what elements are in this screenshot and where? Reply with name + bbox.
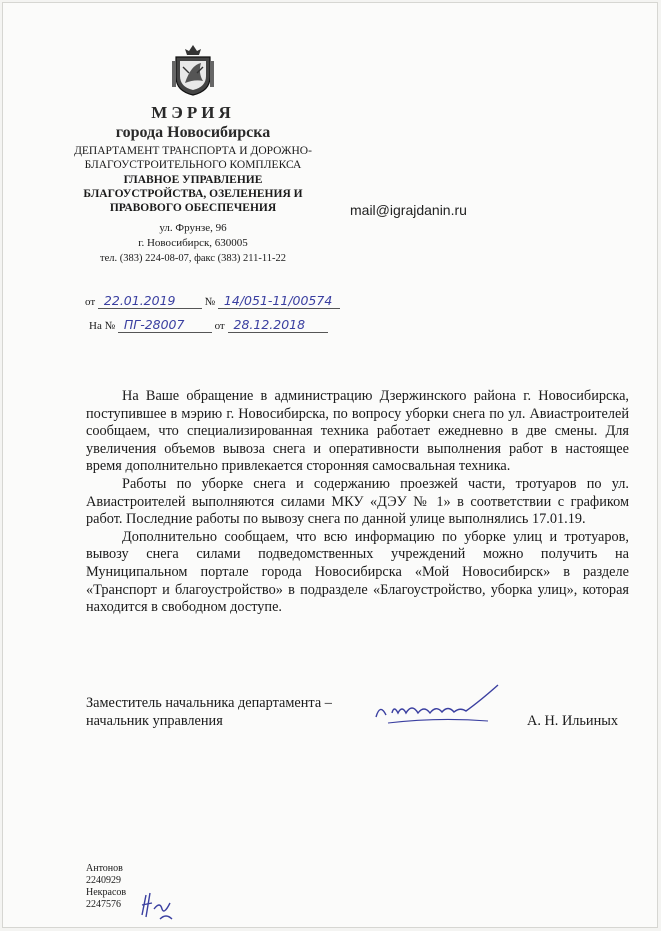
body-paragraph: Работы по уборке снега и содержанию проезжей части, тротуаров по ул. Авиастроителей выполняются силами МКУ «ДЭУ № 1» в соответствии с графиком работ. Последние работы по вывозу снега по данной улице выполнялись 17.01.19. [86,475,629,528]
number-label: № [204,296,216,308]
letterhead [73,43,313,266]
outgoing-number: 14/051-11/00574 [218,293,340,309]
executor-name: Антонов [86,863,123,874]
signer-position [86,695,332,730]
signer-name: А. Н. Ильиных [527,713,618,729]
position-line-1: Заместитель начальника департамента – [86,695,332,711]
letter-page [2,2,658,928]
department-name: ДЕПАРТАМЕНТ ТРАНСПОРТА И ДОРОЖНО-БЛАГОУСТРОИТЕЛЬНОГО КОМПЛЕКСА [74,145,312,171]
address-street: ул. Фрунзе, 96 [159,222,227,234]
body-paragraph: Дополнительно сообщаем, что всю информацию по уборке улиц и тротуаров, вывозу снега силами подведомственных учреждений можно получить на Муниципальном портале города Новосибирска «Мой Новосибирск» в разделе «Транспорт и благоустройство» в подразделе «Благоустройство, уборка улиц», которая находится в свободном доступе. [86,528,629,616]
recipient-email: mail@igrajdanin.ru [350,202,467,218]
executor-phone: 2247576 [86,899,121,910]
mayor-title: МЭРИЯ [151,103,235,122]
coat-of-arms-icon [171,43,215,97]
from-label: от [85,296,96,308]
outgoing-registration [85,293,340,309]
in-reply-label: На № [89,320,116,332]
phone-fax: тел. (383) 224-08-07, факс (383) 211-11-22 [99,253,287,264]
handwritten-initials [136,889,176,921]
address-city: г. Новосибирск, 630005 [138,237,248,249]
reply-date: 28.12.2018 [228,317,328,333]
handwritten-signature [368,679,508,729]
reply-number: ПГ-28007 [118,317,212,333]
position-line-2: начальник управления [86,712,223,729]
letter-body [86,388,629,617]
executor-name: Некрасов [86,887,127,898]
city-title: города Новосибирска [115,124,271,141]
executors-block [86,863,126,911]
reply-from-label: от [214,320,225,332]
executor-phone: 2240929 [86,875,121,886]
outgoing-date: 22.01.2019 [98,293,202,309]
reply-registration [89,317,328,333]
administration-name: ГЛАВНОЕ УПРАВЛЕНИЕ БЛАГОУСТРОЙСТВА, ОЗЕЛЕНЕНИЯ И ПРАВОВОГО ОБЕСПЕЧЕНИЯ [83,174,303,214]
body-paragraph: На Ваше обращение в администрацию Дзержинского района г. Новосибирска, поступившее в мэрию г. Новосибирска, по вопросу уборки снега по ул. Авиастроителей сообщаем, что специализированная техника работает ежедневно в две смены. Для увеличения объемов вывоза снега и оперативности выполнения работ в настоящее время дополнительно привлекается сторонняя самосвальная техника. [86,388,629,475]
